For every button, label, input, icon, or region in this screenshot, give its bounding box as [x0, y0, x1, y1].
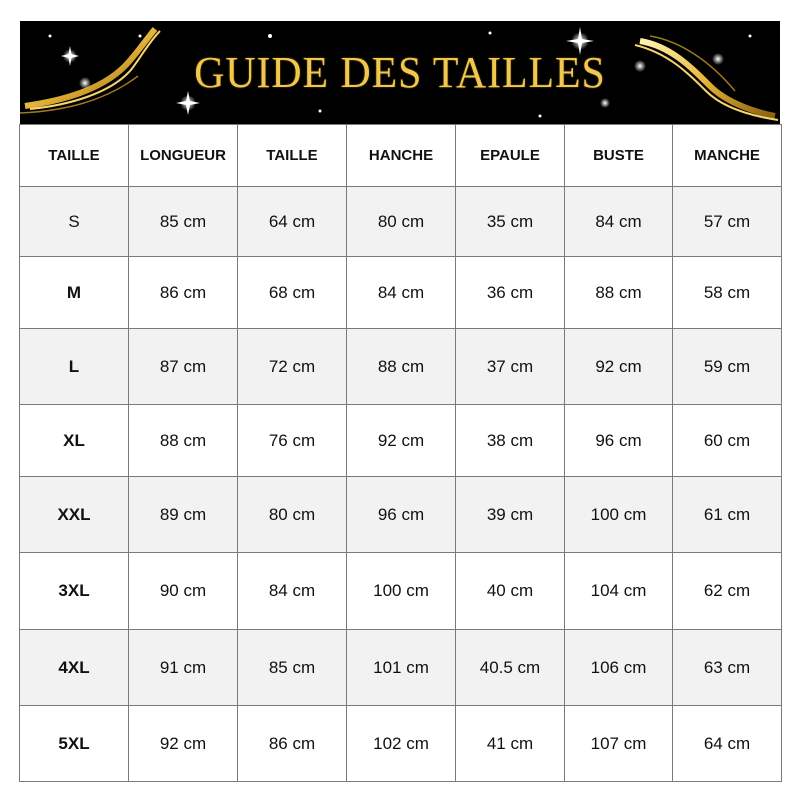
table-header-row [20, 125, 782, 187]
size-cell: S [20, 187, 129, 257]
table-cell: 88 cm [129, 405, 238, 477]
table-cell: 40 cm [456, 553, 565, 630]
table-cell: 35 cm [456, 187, 565, 257]
header-buste: BUSTE [565, 125, 673, 187]
table-cell: 40.5 cm [456, 630, 565, 706]
table-cell: 106 cm [565, 630, 673, 706]
size-cell: 4XL [20, 630, 129, 706]
table-cell: 102 cm [347, 706, 456, 782]
header-taille: TAILLE [20, 125, 129, 187]
table-cell: 61 cm [673, 477, 782, 553]
table-cell: 80 cm [347, 187, 456, 257]
size-cell: M [20, 257, 129, 329]
table-cell: 88 cm [565, 257, 673, 329]
table-cell: 36 cm [456, 257, 565, 329]
table-cell: 92 cm [347, 405, 456, 477]
table-cell: 91 cm [129, 630, 238, 706]
header-banner [20, 21, 780, 124]
size-cell: XL [20, 405, 129, 477]
table-cell: 84 cm [238, 553, 347, 630]
table-cell: 80 cm [238, 477, 347, 553]
table-row [20, 329, 782, 405]
table-cell: 62 cm [673, 553, 782, 630]
table-cell: 89 cm [129, 477, 238, 553]
size-cell: 5XL [20, 706, 129, 782]
table-row [20, 257, 782, 329]
table-cell: 92 cm [565, 329, 673, 405]
table-cell: 84 cm [347, 257, 456, 329]
table-cell: 63 cm [673, 630, 782, 706]
table-cell: 68 cm [238, 257, 347, 329]
table-cell: 37 cm [456, 329, 565, 405]
header-epaule: EPAULE [456, 125, 565, 187]
table-cell: 88 cm [347, 329, 456, 405]
table-cell: 96 cm [565, 405, 673, 477]
table-cell: 107 cm [565, 706, 673, 782]
table-cell: 64 cm [673, 706, 782, 782]
table-row [20, 477, 782, 553]
table-cell: 100 cm [565, 477, 673, 553]
table-cell: 85 cm [129, 187, 238, 257]
table-cell: 60 cm [673, 405, 782, 477]
table-cell: 86 cm [129, 257, 238, 329]
table-cell: 64 cm [238, 187, 347, 257]
table-cell: 84 cm [565, 187, 673, 257]
table-cell: 100 cm [347, 553, 456, 630]
size-cell: XXL [20, 477, 129, 553]
table-cell: 85 cm [238, 630, 347, 706]
header-hanche: HANCHE [347, 125, 456, 187]
table-cell: 87 cm [129, 329, 238, 405]
table-cell: 72 cm [238, 329, 347, 405]
table-cell: 57 cm [673, 187, 782, 257]
table-cell: 101 cm [347, 630, 456, 706]
table-row [20, 553, 782, 630]
table-cell: 38 cm [456, 405, 565, 477]
table-cell: 41 cm [456, 706, 565, 782]
size-cell: 3XL [20, 553, 129, 630]
table-row [20, 405, 782, 477]
table-cell: 59 cm [673, 329, 782, 405]
table-cell: 92 cm [129, 706, 238, 782]
header-manche: MANCHE [673, 125, 782, 187]
table-cell: 86 cm [238, 706, 347, 782]
header-taille-waist: TAILLE [238, 125, 347, 187]
table-row [20, 630, 782, 706]
table-row [20, 187, 782, 257]
table-cell: 76 cm [238, 405, 347, 477]
size-chart-table [19, 124, 782, 782]
size-cell: L [20, 329, 129, 405]
table-cell: 96 cm [347, 477, 456, 553]
table-cell: 90 cm [129, 553, 238, 630]
table-cell: 39 cm [456, 477, 565, 553]
page-title: GUIDE DES TAILLES [194, 48, 606, 97]
header-longueur: LONGUEUR [129, 125, 238, 187]
table-row [20, 706, 782, 782]
table-cell: 104 cm [565, 553, 673, 630]
table-cell: 58 cm [673, 257, 782, 329]
